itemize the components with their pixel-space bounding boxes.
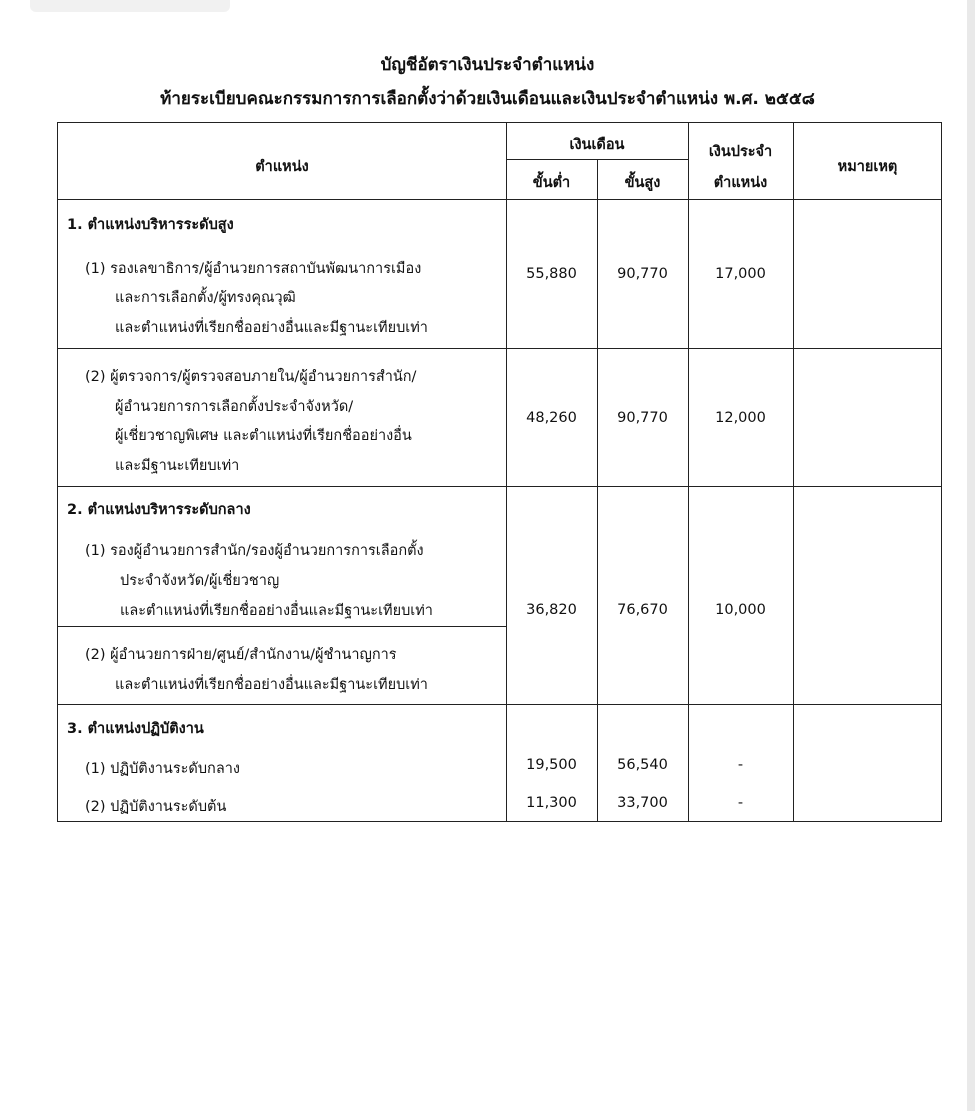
row-divider [58,348,942,349]
header-salary: เงินเดือน [569,137,625,153]
max-salary: 90,770 [617,410,668,426]
min-salary: 19,500 [526,757,577,773]
allowance: 12,000 [715,410,766,426]
col-divider [688,123,689,821]
item-text: และตำแหน่งที่เรียกชื่ออย่างอื่นและมีฐานะเทียบเท่า [115,320,428,336]
item-text: (2) ปฏิบัติงานระดับต้น [85,799,227,815]
row-divider [58,199,942,200]
header-min: ขั้นต่ำ [532,175,571,191]
item-text: และตำแหน่งที่เรียกชื่ออย่างอื่นและมีฐานะเทียบเท่า [115,677,428,693]
item-text: (1) รองเลขาธิการ/ผู้อำนวยการสถาบันพัฒนาการเมือง [85,261,422,277]
item-text: และตำแหน่งที่เรียกชื่ออย่างอื่นและมีฐานะเทียบเท่า [120,603,433,619]
allowance: - [737,757,744,773]
item-text: (2) ผู้อำนวยการฝ่าย/ศูนย์/สำนักงาน/ผู้ชำนาญการ [85,647,397,663]
header-remarks: หมายเหตุ [837,159,898,175]
allowance: 17,000 [715,266,766,282]
section-title: 3. ตำแหน่งปฏิบัติงาน [67,721,204,737]
col-divider [793,123,794,821]
right-edge-shadow [967,0,975,1111]
row-divider [58,626,506,627]
salary-table [57,122,942,822]
allowance: - [737,795,744,811]
item-text: และการเลือกตั้ง/ผู้ทรงคุณวุฒิ [115,290,296,306]
item-text: (2) ผู้ตรวจการ/ผู้ตรวจสอบภายใน/ผู้อำนวยการสำนัก/ [85,369,417,385]
max-salary: 90,770 [617,266,668,282]
item-text: (1) ปฏิบัติงานระดับกลาง [85,761,240,777]
item-text: และมีฐานะเทียบเท่า [115,458,240,474]
max-salary: 56,540 [617,757,668,773]
section-title: 2. ตำแหน่งบริหารระดับกลาง [67,502,251,518]
max-salary: 76,670 [617,602,668,618]
document-title: บัญชีอัตราเงินประจำตำแหน่ง [380,55,595,75]
header-allowance: เงินประจำ [708,144,773,160]
min-salary: 48,260 [526,410,577,426]
item-text: (1) รองผู้อำนวยการสำนัก/รองผู้อำนวยการการเลือกตั้ง [85,543,424,559]
allowance: 10,000 [715,602,766,618]
min-salary: 36,820 [526,602,577,618]
top-corner-tab [30,0,230,12]
row-divider [58,486,942,487]
item-text: ประจำจังหวัด/ผู้เชี่ยวชาญ [120,573,280,589]
header-position: ตำแหน่ง [255,159,309,175]
col-divider [597,159,598,821]
header-max: ขั้นสูง [624,175,661,191]
row-divider [506,159,688,160]
max-salary: 33,700 [617,795,668,811]
header-allowance: ตำแหน่ง [713,175,768,191]
item-text: ผู้อำนวยการการเลือกตั้งประจำจังหวัด/ [115,399,354,415]
section-title: 1. ตำแหน่งบริหารระดับสูง [67,217,234,233]
min-salary: 11,300 [526,795,577,811]
col-divider [506,123,507,821]
min-salary: 55,880 [526,266,577,282]
document-subtitle: ท้ายระเบียบคณะกรรมการการเลือกตั้งว่าด้วยเงินเดือนและเงินประจำตำแหน่ง พ.ศ. ๒๕๕๘ [160,89,815,109]
row-divider [58,704,942,705]
item-text: ผู้เชี่ยวชาญพิเศษ และตำแหน่งที่เรียกชื่ออย่างอื่น [115,428,412,444]
